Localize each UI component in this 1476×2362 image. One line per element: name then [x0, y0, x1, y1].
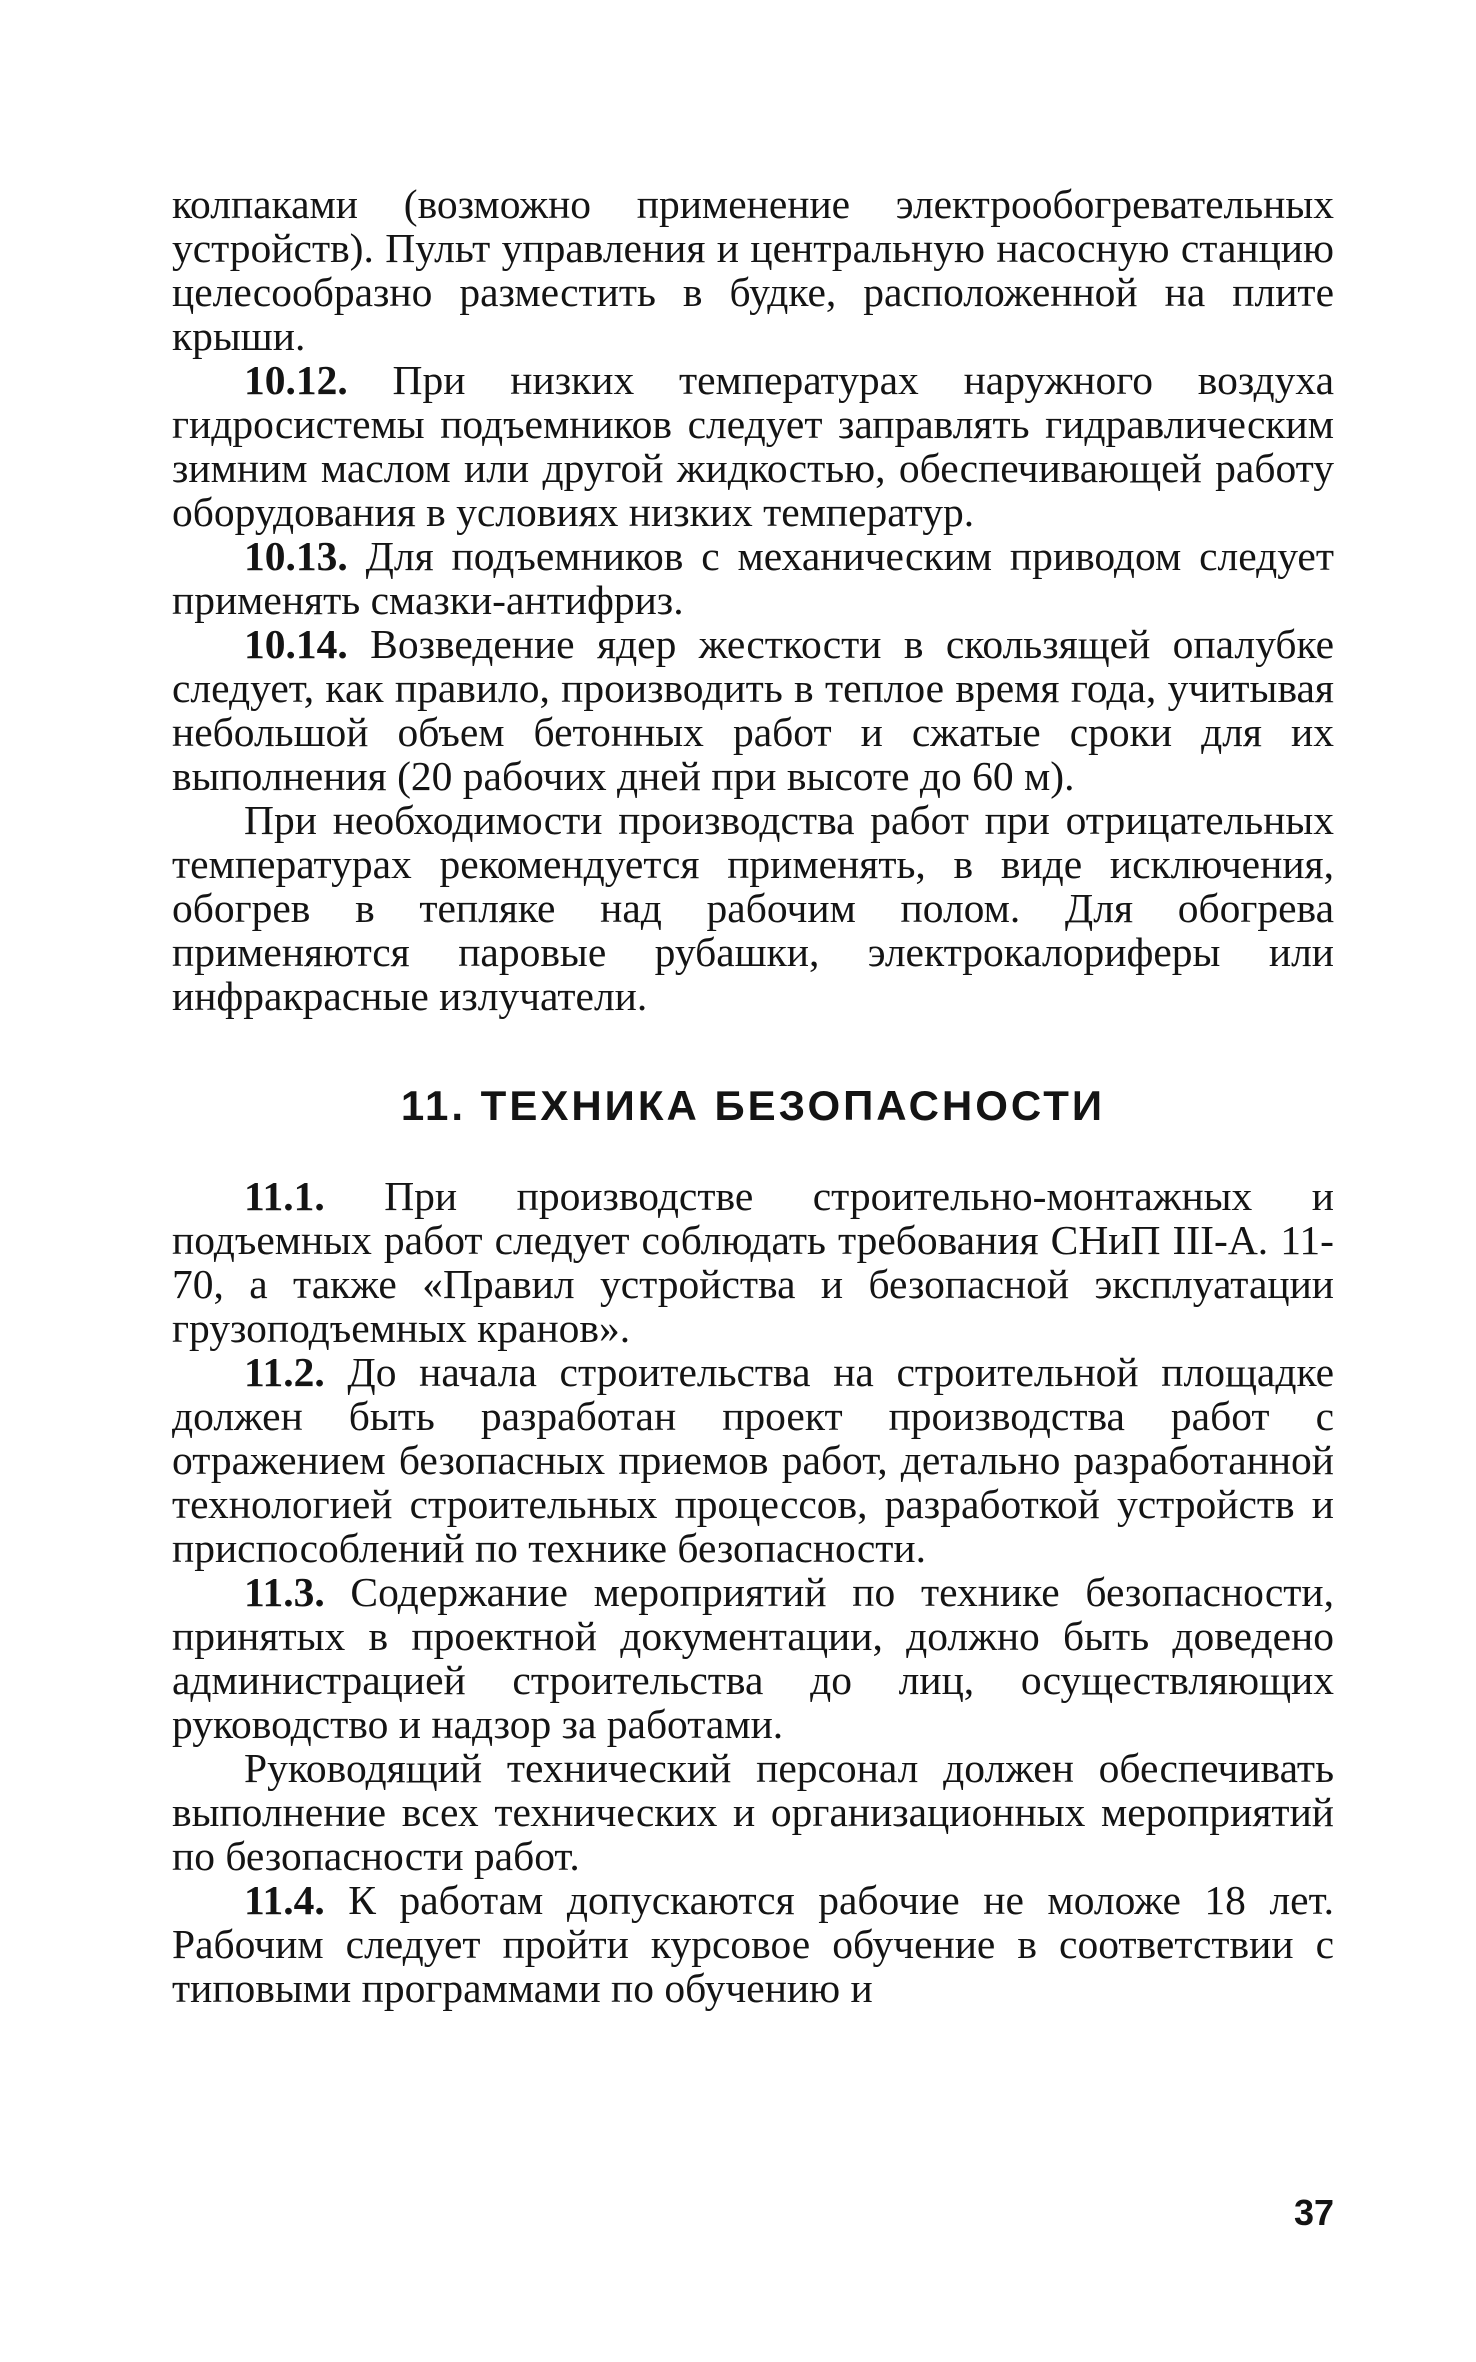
- paragraph-text: Возведение ядер жесткости в скользящей опалубке следует, как правило, производить в теплое время года, учитывая небольшой объем бетонных работ и сжатые сроки для их выполнения (20 рабочих дней при высоте до 60 м).: [172, 621, 1334, 799]
- section-number: 11.3.: [244, 1569, 325, 1615]
- paragraph-text: При низких температурах наружного воздуха гидросистемы подъемников следует заправлять гидравлическим зимним маслом или другой жидкостью, обеспечивающей работу оборудования в условиях низких температур.: [172, 357, 1334, 535]
- section-number: 11.4.: [244, 1877, 325, 1923]
- page-body: [172, 182, 1334, 2010]
- paragraph-10-13: [172, 534, 1334, 622]
- paragraph-11-2: [172, 1350, 1334, 1570]
- paragraph-11-4: [172, 1878, 1334, 2010]
- paragraph-10-12: [172, 358, 1334, 534]
- paragraph-text: При необходимости производства работ при отрицательных температурах рекомендуется применять, в виде исключения, обогрев в тепляке над рабочим полом. Для обогрева применяются паровые рубашки, электрокалориферы или инфракрасные излучатели.: [172, 797, 1334, 1019]
- paragraph-text: К работам допускаются рабочие не моложе 18 лет. Рабочим следует пройти курсовое обучение в соответствии с типовыми программами по обучению и: [172, 1877, 1334, 2011]
- section-number: 11.2.: [244, 1349, 325, 1395]
- paragraph-text: Руководящий технический персонал должен обеспечивать выполнение всех технических и организационных мероприятий по безопасности работ.: [172, 1745, 1334, 1879]
- paragraph-10-14: [172, 622, 1334, 798]
- section-number: 10.12.: [244, 357, 348, 403]
- page-number: 37: [1293, 2192, 1334, 2233]
- paragraph-continuation: [172, 182, 1334, 358]
- section-heading: 11. ТЕХНИКА БЕЗОПАСНОСТИ: [400, 1082, 1106, 1129]
- section-number: 10.14.: [244, 621, 348, 667]
- section-number: 11.1.: [244, 1173, 325, 1219]
- paragraph-heating: [172, 798, 1334, 1018]
- paragraph-text: колпаками (возможно применение электрообогревательных устройств). Пульт управления и центральную насосную станцию целесообразно разместить в будке, расположенной на плите крыши.: [172, 181, 1334, 359]
- section-number: 10.13.: [244, 533, 348, 579]
- paragraph-text: Для подъемников с механическим приводом следует применять смазки-антифриз.: [172, 533, 1334, 623]
- paragraph-text: При производстве строительно-монтажных и подъемных работ следует соблюдать требования СНиП III-А. 11-70, а также «Правил устройства и безопасной эксплуатации грузоподъемных кранов».: [172, 1173, 1334, 1351]
- paragraph-11-3: [172, 1570, 1334, 1746]
- paragraph-personnel: [172, 1746, 1334, 1878]
- paragraph-text: Содержание мероприятий по технике безопасности, принятых в проектной документации, должно быть доведено администрацией строительства до лиц, осуществляющих руководство и надзор за работами.: [172, 1569, 1334, 1747]
- paragraph-text: До начала строительства на строительной площадке должен быть разработан проект производства работ с отражением безопасных приемов работ, детально разработанной технологией строительных процессов, разработкой устройств и приспособлений по технике безопасности.: [172, 1349, 1334, 1571]
- paragraph-11-1: [172, 1174, 1334, 1350]
